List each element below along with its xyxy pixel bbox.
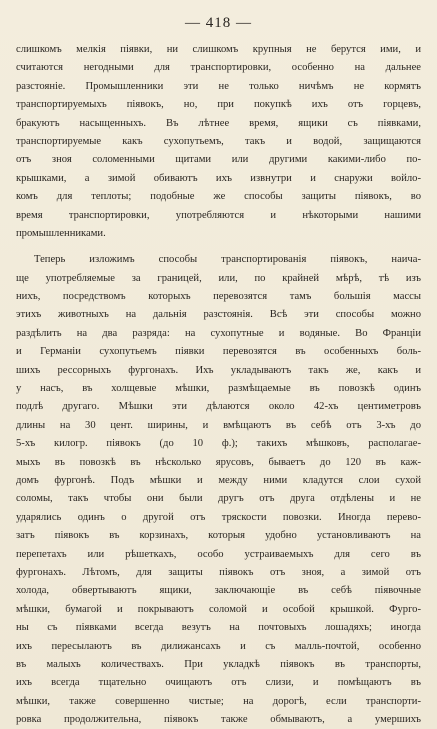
text-line: ще употребляемые за границей, или, по крайней мѣрѣ, тѣ изъ [16,272,421,284]
text-line: время транспортировки, употребляются и нѣкоторыми нашими [16,209,421,221]
text-line: фургонахъ. Лѣтомъ, для защиты піявокъ отъ зноя, а зимой отъ [16,566,421,578]
text-line: 5-хъ килогр. піявокъ (до 10 ф.); такихъ мѣшковъ, располагае- [16,438,421,450]
text-line: слишкомъ мелкія піявки, ни слишкомъ крупныя не берутся ими, и [16,44,421,55]
text-line: домъ фургонѣ. Подъ мѣшки и между ними кладутся слои сухой [16,474,421,486]
text-line: затъ піявокъ въ корзинахъ, которыя удобно установливаютъ на [16,530,421,542]
text-line: ихъ всегда тщательно очищаютъ отъ слизи, и помѣщаютъ въ [16,677,421,689]
text-line: мѣшки, также совершенно чистые; на дорогѣ, если транспорти- [16,695,421,707]
text-line: перепетахъ или рѣшеткахъ, особо устраиваемыхъ для сего въ [16,548,421,560]
text-line: разстояніе. Промышленники эти не только ничѣмъ не кормятъ [16,80,421,92]
text-line: крышками, а зимой обиваютъ ихъ извнутри и снаружи войло- [16,172,421,184]
text-line: мѣшки, бумагой и покрываютъ соломой и особой крышкой. Фурго- [16,603,421,615]
text-line: ихъ пересылаютъ въ дилижансахъ и съ малль-почтой, особенно [16,640,421,652]
text-line: нихъ, посредствомъ которыхъ перевозятся тамъ большія массы [16,291,421,303]
text-line: ударялись одинъ о другой отъ тряскости повозки. Иногда перево- [16,511,421,523]
text-line: транспортируемыхъ піявокъ, но, при покупкѣ ихъ отъ горцевъ, [16,99,421,111]
text-line: длины на 30 цент. ширины, и вмѣщаютъ въ себѣ отъ 3-хъ до [16,419,421,431]
text-line: транспортируемые какъ сухопутьемъ, такъ и водой, защищаются [16,135,421,147]
text-line: раздѣлить на два разряда: на сухопутные и водяные. Во Франціи [16,327,421,339]
text-line: отъ зноя соломенными щитами или другими какими-либо по- [16,154,421,166]
text-line: и Германіи сухопутьемъ піявки перевозятся въ особенныхъ боль- [16,346,421,358]
text-line: комъ для теплоты; подобные же способы защиты піявокъ, во [16,191,421,203]
text-line: холода, обвертываютъ ящики, заключающіе въ себѣ піявочные [16,585,421,597]
text-line: мыхъ въ повозкѣ въ нѣсколько ярусовъ, бываетъ до 120 въ каж- [16,456,421,468]
text-line: Теперь изложимъ способы транспортированія піявокъ, наича- [34,254,421,266]
text-line: подлѣ другаго. Мѣшки эти дѣлаются около 42-хъ центиметровъ [16,401,421,413]
text-line: ровка продолжительна, піявокъ также обмываютъ, а умершихъ [16,714,421,726]
body-text [16,41,421,729]
paragraph [16,251,421,729]
text-line: у насъ, въ холщевые мѣшки, размѣщаемые въ повозкѣ одинъ [16,383,421,395]
paragraph [16,41,421,243]
text-line: шихъ рессорныхъ фургонахъ. Ихъ укладываютъ такъ же, какъ и [16,364,421,376]
text-line: въ малыхъ количествахъ. При укладкѣ піявокъ въ транспорты, [16,658,421,670]
text-line: бракуютъ насыщенныхъ. Въ лѣтнее время, ящики съ піявками, [16,117,421,129]
page-number: — 418 — [185,15,252,31]
text-line: ны съ піявками всегда везутъ на почтовыхъ лошадяхъ; иногда [16,622,421,634]
text-line: соломы, такъ чтобы они были другъ отъ друга отдѣлены и не [16,493,421,505]
text-line: промышленниками. [16,227,106,239]
text-line: считаются негодными для транспортировки, особенно на дальнее [16,62,421,74]
text-line: этихъ животныхъ на дальнія разстоянія. Всѣ эти способы можно [16,309,421,321]
